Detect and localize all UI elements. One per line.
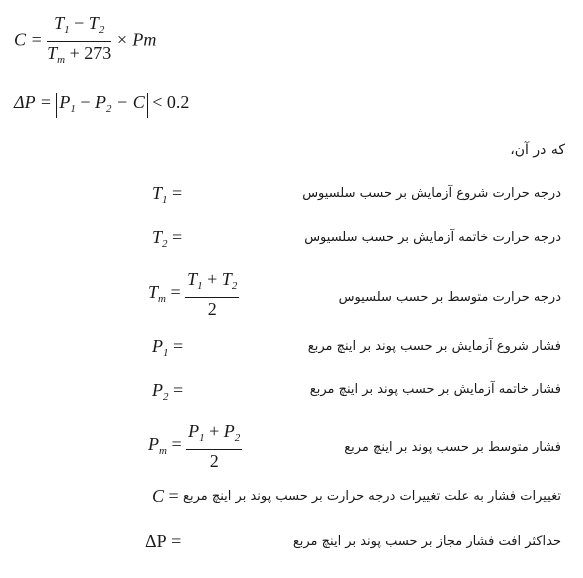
def-symbol-delta-p: ΔP = [145, 531, 182, 551]
formula-c-fraction [47, 14, 111, 69]
def-symbol-t2: $T_2$ = [152, 227, 183, 250]
def-symbol-tm: $T_m$ = $\frac{T_1 + T_2}{2}$ [148, 269, 238, 319]
formula-c-denominator: $T_m + 273$ [47, 43, 112, 66]
def-text-c: تغییرات فشار به علت تغییرات درجه حرارت بر حسب پوند بر اینچ مربع [183, 489, 561, 504]
def-symbol-p1: $P_1$ = [152, 336, 184, 359]
formula-c-times-pm: × Pm [115, 29, 157, 50]
def-pm-fraction: $\frac{P_1 + P_2}{2}$ [188, 421, 241, 471]
formula-c [14, 14, 156, 69]
def-text-tm: درجه حرارت متوسط بر حسب سلسیوس [338, 290, 561, 305]
def-text-t2: درجه حرارت خاتمه آزمایش بر حسب سلسیوس [304, 230, 561, 245]
formula-dp-lhs: ΔP = [14, 92, 52, 112]
def-text-p1: فشار شروع آزمایش بر حسب پوند بر اینچ مربع [307, 339, 561, 354]
formula-dp-abs: $P_1 - P_2 - C$ [56, 93, 147, 118]
def-text-p2: فشار خاتمه آزمایش بر حسب پوند بر اینچ مربع [309, 382, 561, 397]
def-tm-fraction: $\frac{T_1 + T_2}{2}$ [187, 269, 238, 319]
intro-text: که در آن، [510, 142, 565, 158]
def-symbol-t1: $T_1$ = [152, 183, 183, 206]
formula-dp-rhs: < 0.2 [152, 92, 190, 112]
def-text-pm: فشار متوسط بر حسب پوند بر اینچ مربع [344, 440, 561, 455]
def-symbol-pm: $P_m$ = $\frac{P_1 + P_2}{2}$ [148, 421, 241, 471]
def-text-t1: درجه حرارت شروع آزمایش بر حسب سلسیوس [302, 186, 561, 201]
formula-c-numerator: $T_1 - T_2$ [47, 14, 111, 42]
def-symbol-c: C = [152, 486, 179, 506]
def-symbol-p2: $P_2$ = [152, 380, 184, 403]
def-text-delta-p: حداکثر افت فشار مجاز بر حسب پوند بر اینچ مربع [292, 534, 561, 549]
formula-delta-p [14, 92, 189, 118]
formula-c-lhs: C = [14, 29, 43, 50]
